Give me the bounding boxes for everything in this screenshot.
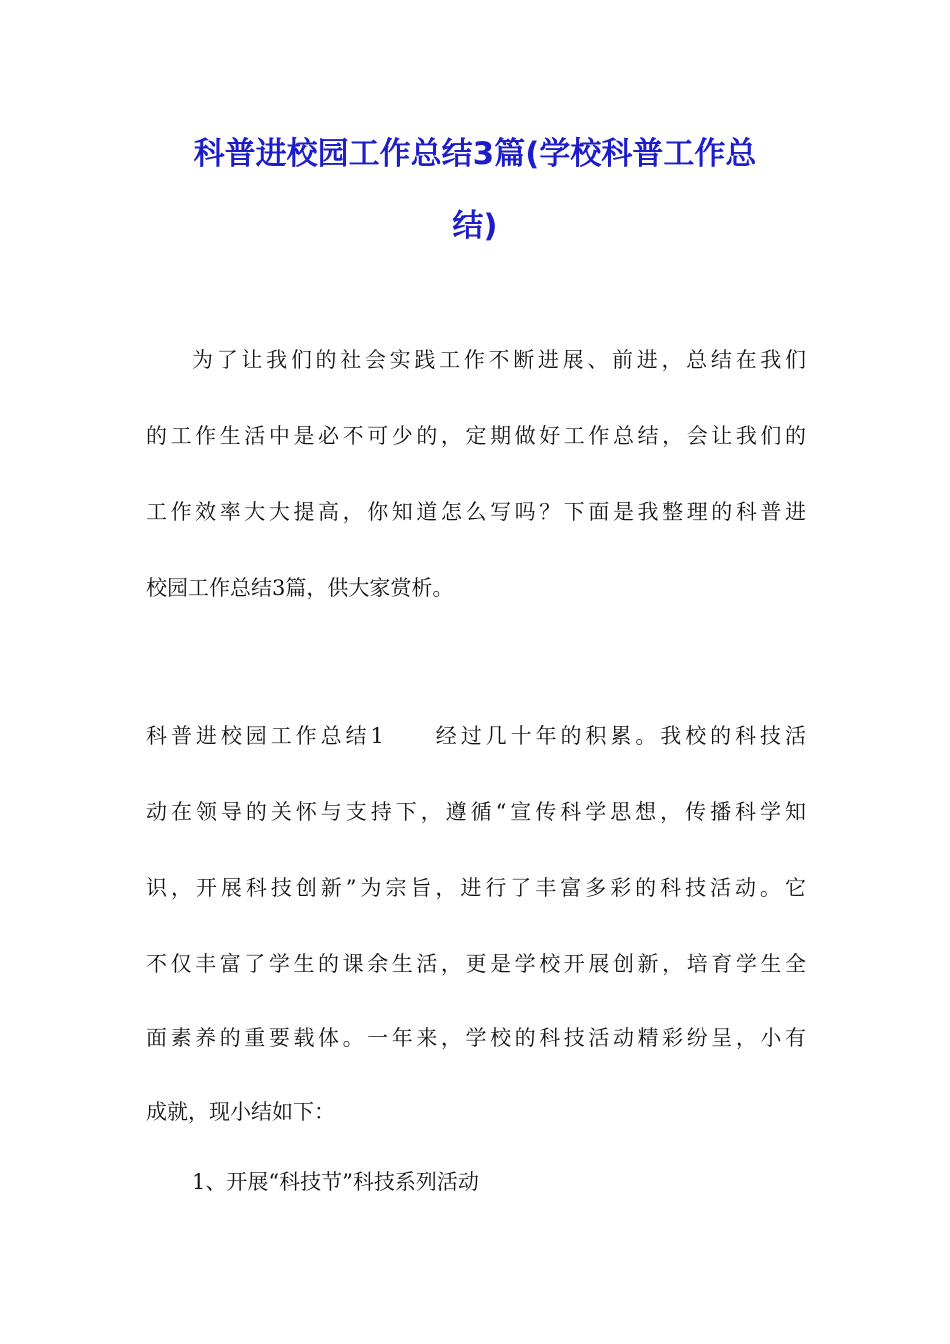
section-1-line-3: 识，开展科技创新”为宗旨，进行了丰富多彩的科技活动。它 [146, 876, 806, 900]
document-title-line-1: 科普进校园工作总结3篇(学校科普工作总 [193, 136, 757, 172]
section-1-line-6: 成就，现小结如下： [146, 1100, 335, 1124]
section-1-heading: 科普进校园工作总结1 [146, 724, 384, 748]
section-1-line-5: 面素养的重要载体。一年来，学校的科技活动精彩纷呈，小有 [146, 1026, 806, 1050]
section-1-item-1: 1、开展“科技节”科技系列活动 [192, 1170, 479, 1194]
section-1-line-4: 不仅丰富了学生的课余生活，更是学校开展创新，培育学生全 [146, 952, 806, 976]
intro-paragraph-line-2: 的工作生活中是必不可少的，定期做好工作总结，会让我们的 [146, 424, 806, 448]
section-1-line-2: 动在领导的关怀与支持下，遵循“宣传科学思想，传播科学知 [146, 800, 806, 824]
document-title-line-2: 结) [452, 208, 498, 244]
section-1-first-line [146, 718, 806, 754]
intro-paragraph-line-4: 校园工作总结3篇，供大家赏析。 [146, 576, 454, 600]
intro-paragraph-line-3: 工作效率大大提高，你知道怎么写吗？下面是我整理的科普进 [146, 500, 806, 524]
intro-paragraph-line-1: 为了让我们的社会实践工作不断进展、前进，总结在我们 [192, 348, 806, 372]
section-1-first-line-text: 经过几十年的积累。我校的科技活 [431, 724, 806, 748]
